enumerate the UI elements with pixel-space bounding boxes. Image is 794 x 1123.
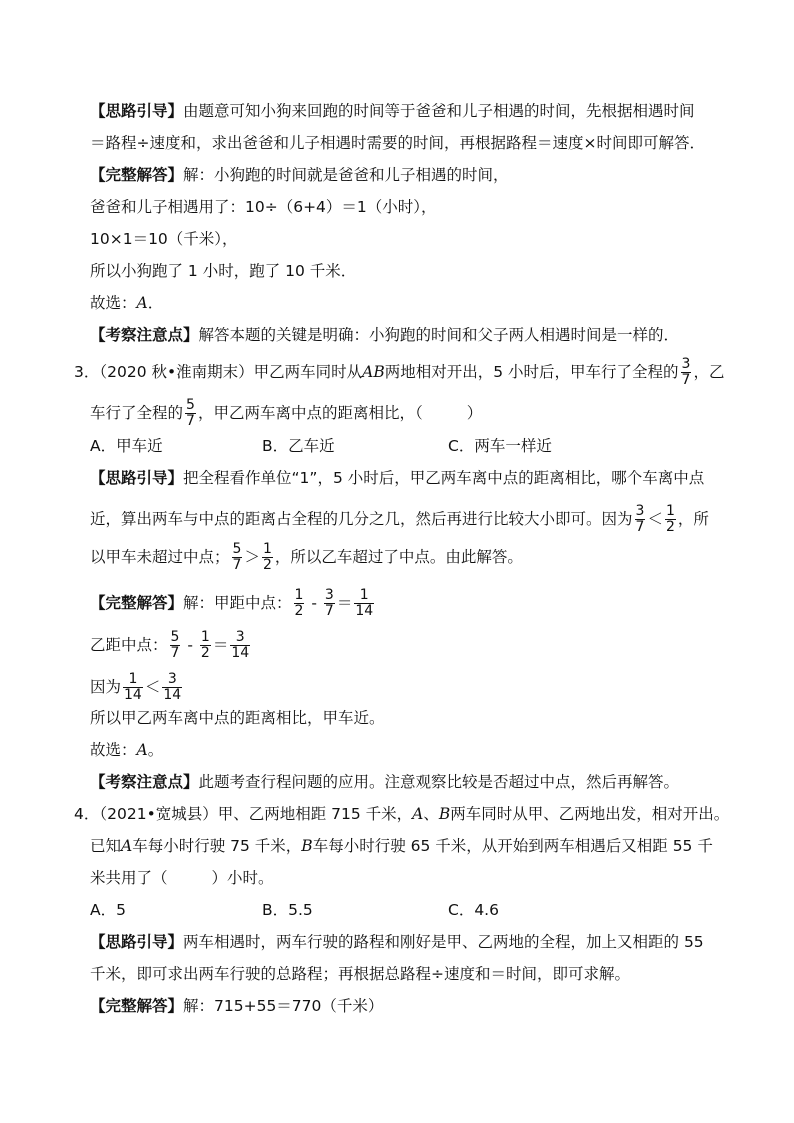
q4-hint-text-1: 两车相遇时，两车行驶的路程和刚好是甲、乙两地的全程，加上又相距的 55 <box>183 933 704 951</box>
q2-answer-text-1: 解：小狗跑的时间就是爸爸和儿子相遇的时间， <box>183 166 509 184</box>
note-tag: 【考察注意点】 <box>90 326 199 344</box>
q3-answer-text-2: 乙距中点： <box>90 636 168 654</box>
q3-note-text: 此题考查行程问题的应用。注意观察比较是否超过中点，然后再解答。 <box>198 773 680 791</box>
q3-stem-b: ，乙 <box>693 363 725 381</box>
q2-hint-line-1 <box>90 101 695 121</box>
q4-stem-2c: 车每小时行驶 65 千米，从开始到两车相遇后又相距 55 千 <box>312 837 713 855</box>
fraction: $\frac{3}{14}$ <box>163 671 182 703</box>
q4-a: A <box>412 805 424 823</box>
q3-stem-d: ，甲乙两车离中点的距离相比，（ <box>197 404 423 422</box>
q4-sep: 、 <box>423 805 439 823</box>
q2-choice-line <box>90 293 163 313</box>
q4-option-a: A．5 <box>90 901 126 919</box>
q3-answer-line-3 <box>90 672 184 703</box>
q4-stem-2b: 车每小时行驶 75 千米， <box>132 837 302 855</box>
q3-note-line <box>90 772 679 792</box>
q4-stem-3a: 米共用了（ <box>90 869 168 887</box>
fraction: $\frac{1}{2}$ <box>200 629 210 661</box>
q3-hint-text-3b: ，所以乙车超过了中点。由此解答。 <box>274 548 523 566</box>
question-number: 4． <box>74 805 100 823</box>
q4-stem-1b: 两车同时从甲、乙两地出发，相对开出。 <box>450 805 730 823</box>
q2-answer-line-3: 10×1＝10（千米）， <box>90 230 238 248</box>
answer-tag: 【完整解答】 <box>90 997 184 1015</box>
q4-stem-1a: （2021•宽城县）甲、乙两地相距 715 千米， <box>99 805 413 823</box>
less-than: ＜ <box>647 510 663 528</box>
q3-hint-text-2a: 近，算出两车与中点的距离占全程的几分之几，然后再进行比较大小即可。因为 <box>90 510 633 528</box>
choice-prefix: 故选： <box>90 294 137 312</box>
hint-tag: 【思路引导】 <box>90 469 184 487</box>
note-tag: 【考察注意点】 <box>90 773 199 791</box>
q3-answer-line-4: 所以甲乙两车离中点的距离相比，甲车近。 <box>90 709 385 727</box>
fraction: $\frac{1}{14}$ <box>355 587 374 619</box>
fraction: $\frac{5}{7}$ <box>232 541 242 573</box>
less-than: ＜ <box>144 678 161 696</box>
q4-answer-line-1 <box>90 996 383 1016</box>
q3-answer-line-2 <box>90 630 252 661</box>
q4-stem-line-2 <box>90 836 713 856</box>
q3-choice-line <box>90 740 163 760</box>
q2-answer-line-2: 爸爸和儿子相遇用了：10÷（6+4）＝1（小时）， <box>90 198 437 216</box>
answer-tag: 【完整解答】 <box>90 594 184 612</box>
fraction: $\frac{1}{2}$ <box>262 541 272 573</box>
q3-hint-line-3 <box>90 542 523 573</box>
question-number: 3． <box>74 363 100 381</box>
q4-options <box>90 900 499 920</box>
greater-than: ＞ <box>244 548 260 566</box>
q3-option-b: B．乙车近 <box>262 437 335 455</box>
hint-tag: 【思路引导】 <box>90 933 184 951</box>
q4-a: A <box>121 837 133 855</box>
choice-suffix: ． <box>147 294 164 312</box>
q3-answer-line-1 <box>90 588 376 619</box>
q3-hint-text-1: 把全程看作单位“1”，5 小时后，甲乙两车离中点的距离相比，哪个车离中点 <box>183 469 705 487</box>
q2-note-line <box>90 325 679 345</box>
q3-stem-e: ） <box>466 404 483 422</box>
fraction: $\frac{1}{2}$ <box>665 503 675 535</box>
q3-option-c: C．两车一样近 <box>448 437 552 455</box>
minus: - <box>306 594 322 612</box>
fraction: $\frac{3}{7}$ <box>635 503 645 535</box>
minus: - <box>182 636 198 654</box>
q3-stem-line-2 <box>90 398 482 429</box>
q2-hint-text-2: ＝路程÷速度和，求出爸爸和儿子相遇时需要的时间，再根据路程＝速度×时间即可解答． <box>90 134 705 152</box>
fraction: $\frac{1}{14}$ <box>124 671 142 703</box>
q4-b: B <box>438 805 451 823</box>
choice-prefix: 故选： <box>90 741 137 759</box>
q3-hint-text-2b: ，所 <box>677 510 709 528</box>
fraction: $\frac{1}{2}$ <box>294 587 304 619</box>
hint-tag: 【思路引导】 <box>90 102 184 120</box>
q3-ab: AB <box>362 363 385 381</box>
q4-stem-2a: 已知 <box>90 837 122 855</box>
q3-stem-a: 两地相对开出，5 小时后，甲车行了全程的 <box>384 363 679 381</box>
q3-answer-text-1: 解：甲距中点： <box>183 594 292 612</box>
q4-hint-line-2: 千米，即可求出两车行驶的总路程；再根据总路程÷速度和＝时间，即可求解。 <box>90 965 630 983</box>
equals: ＝ <box>212 636 229 654</box>
q3-source: （2020 秋•淮南期末）甲乙两车同时从 <box>99 363 363 381</box>
q2-answer-line-1 <box>90 165 509 185</box>
q2-answer-line-4: 所以小狗跑了 1 小时，跑了 10 千米． <box>90 262 357 280</box>
q3-option-a: A．甲车近 <box>90 437 163 455</box>
q3-hint-line-2 <box>90 504 709 535</box>
q4-stem-line-3 <box>90 868 274 888</box>
q3-stem-c: 车行了全程的 <box>90 404 184 422</box>
fraction: $\frac{3}{14}$ <box>231 629 250 661</box>
equals: ＝ <box>336 594 353 612</box>
fraction: $\frac{3}{7}$ <box>681 356 691 388</box>
q3-hint-line-1 <box>90 468 704 488</box>
fraction: $\frac{3}{7}$ <box>324 587 334 619</box>
q2-note-text: 解答本题的关键是明确：小狗跑的时间和父子两人相遇时间是一样的． <box>198 326 680 344</box>
q4-option-b: B．5.5 <box>262 901 313 919</box>
choice-letter: A <box>136 741 148 759</box>
q4-option-c: C．4.6 <box>448 901 499 919</box>
choice-letter: A <box>136 294 148 312</box>
q4-b: B <box>301 837 313 855</box>
answer-tag: 【完整解答】 <box>90 166 184 184</box>
q4-hint-line-1 <box>90 932 704 952</box>
q3-options <box>90 436 552 456</box>
q3-stem-line-1 <box>74 357 724 388</box>
fraction: $\frac{5}{7}$ <box>186 397 195 429</box>
fraction: $\frac{5}{7}$ <box>170 629 180 661</box>
q4-answer-text-1: 解：715+55＝770（千米） <box>183 997 384 1015</box>
q2-hint-line-2 <box>90 133 705 153</box>
q3-answer-text-3: 因为 <box>90 678 122 696</box>
q4-stem-3b: ）小时。 <box>211 869 274 887</box>
q4-stem-line-1 <box>74 804 729 824</box>
q2-hint-text-1: 由题意可知小狗来回跑的时间等于爸爸和儿子相遇的时间，先根据相遇时间 <box>183 102 695 120</box>
choice-suffix: 。 <box>147 741 164 759</box>
q3-hint-text-3a: 以甲车未超过中点； <box>90 548 230 566</box>
